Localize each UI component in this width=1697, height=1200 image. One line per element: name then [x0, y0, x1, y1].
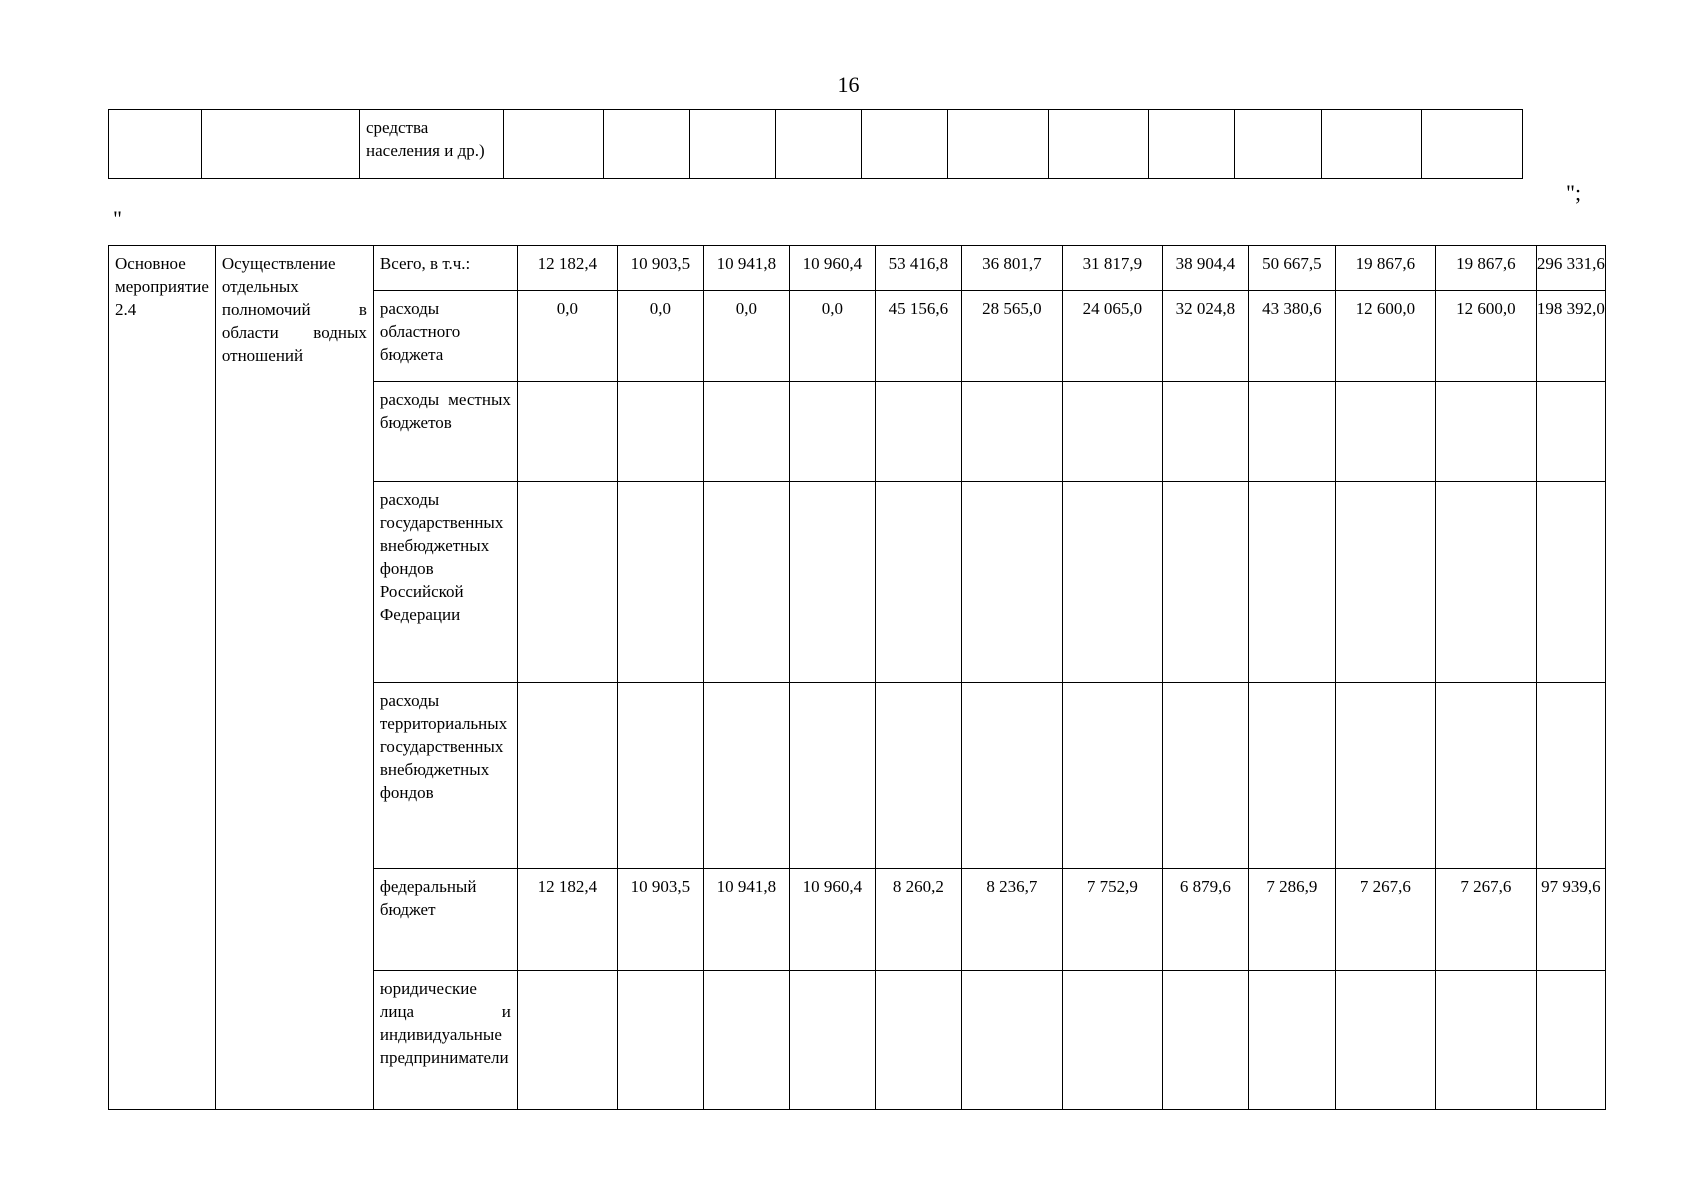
- value-cell: 10 960,4: [789, 246, 875, 291]
- value-cell: [1248, 971, 1335, 1110]
- opening-quote: ": [113, 206, 122, 231]
- value-cell: [1536, 382, 1605, 482]
- value-cell: [789, 971, 875, 1110]
- value-cell: [1248, 482, 1335, 683]
- value-cell: [1435, 971, 1536, 1110]
- value-cell: [789, 482, 875, 683]
- value-cell: 24 065,0: [1062, 291, 1162, 382]
- value-cell: [1162, 683, 1248, 869]
- value-cell: 8 260,2: [875, 869, 961, 971]
- value-cell: [517, 683, 617, 869]
- value-cell: 12 182,4: [517, 246, 617, 291]
- top-table-fragment: [108, 109, 1523, 179]
- value-cell: 7 752,9: [1062, 869, 1162, 971]
- empty-cell: [202, 110, 360, 179]
- value-cell: [875, 683, 961, 869]
- row-label: расходы областного бюджета: [373, 291, 517, 382]
- value-cell: 31 817,9: [1062, 246, 1162, 291]
- value-cell: [1162, 382, 1248, 482]
- value-cell: [1435, 683, 1536, 869]
- value-cell: 296 331,6: [1536, 246, 1605, 291]
- activity-code-cell: Основное мероприятие 2.4: [109, 246, 216, 1110]
- value-cell: [1335, 683, 1435, 869]
- value-cell: [617, 971, 703, 1110]
- value-cell: [1062, 683, 1162, 869]
- value-cell: 12 182,4: [517, 869, 617, 971]
- value-cell: 12 600,0: [1335, 291, 1435, 382]
- value-cell: 19 867,6: [1435, 246, 1536, 291]
- value-cell: [961, 971, 1062, 1110]
- value-cell: [1062, 482, 1162, 683]
- activity-name-cell: Осуществление отдельных полномочий в области водных отношений: [215, 246, 373, 1110]
- value-cell: 10 941,8: [703, 869, 789, 971]
- value-cell: 53 416,8: [875, 246, 961, 291]
- value-cell: [1435, 382, 1536, 482]
- value-cell: [875, 971, 961, 1110]
- value-cell: [1248, 683, 1335, 869]
- value-cell: [617, 382, 703, 482]
- value-cell: 32 024,8: [1162, 291, 1248, 382]
- value-cell: [1536, 482, 1605, 683]
- value-cell: 28 565,0: [961, 291, 1062, 382]
- row-label: федеральный бюджет: [373, 869, 517, 971]
- closing-quote: ";: [1566, 180, 1582, 205]
- value-cell: 10 960,4: [789, 869, 875, 971]
- row-label: расходы государственных внебюджетных фондов Российской Федерации: [373, 482, 517, 683]
- value-cell: [789, 382, 875, 482]
- value-cell: 0,0: [617, 291, 703, 382]
- value-cell: 10 903,5: [617, 246, 703, 291]
- value-cell: 0,0: [703, 291, 789, 382]
- row-label: расходы территориальных государственных внебюджетных фондов: [373, 683, 517, 869]
- row-label: расходы местных бюджетов: [373, 382, 517, 482]
- value-cell: 198 392,0: [1536, 291, 1605, 382]
- value-cell: [703, 971, 789, 1110]
- value-cell: 7 267,6: [1435, 869, 1536, 971]
- value-cell: [1536, 971, 1605, 1110]
- value-cell: 12 600,0: [1435, 291, 1536, 382]
- value-cell: [961, 683, 1062, 869]
- value-cell: 10 941,8: [703, 246, 789, 291]
- value-cell: [1248, 382, 1335, 482]
- value-cell: [517, 971, 617, 1110]
- value-cell: 0,0: [789, 291, 875, 382]
- value-cell: 36 801,7: [961, 246, 1062, 291]
- value-cell: [875, 482, 961, 683]
- value-cell: [517, 482, 617, 683]
- value-cell: [961, 382, 1062, 482]
- value-cell: 8 236,7: [961, 869, 1062, 971]
- value-cell: 7 286,9: [1248, 869, 1335, 971]
- page-number: 16: [837, 72, 860, 97]
- value-cell: 50 667,5: [1248, 246, 1335, 291]
- value-cell: [1536, 683, 1605, 869]
- row-label: Всего, в т.ч.:: [373, 246, 517, 291]
- value-cell: [1062, 971, 1162, 1110]
- value-cell: [1162, 971, 1248, 1110]
- value-cell: [1335, 382, 1435, 482]
- value-cell: 6 879,6: [1162, 869, 1248, 971]
- value-cell: [1062, 382, 1162, 482]
- value-cell: [1335, 971, 1435, 1110]
- empty-cell: [109, 110, 202, 179]
- value-cell: 38 904,4: [1162, 246, 1248, 291]
- row-label: средства населения и др.): [360, 110, 504, 179]
- value-cell: 0,0: [517, 291, 617, 382]
- value-cell: 10 903,5: [617, 869, 703, 971]
- value-cell: [703, 382, 789, 482]
- value-cell: 19 867,6: [1335, 246, 1435, 291]
- value-cell: 7 267,6: [1335, 869, 1435, 971]
- value-cell: 45 156,6: [875, 291, 961, 382]
- value-cell: [517, 382, 617, 482]
- value-cell: [875, 382, 961, 482]
- value-cell: [703, 683, 789, 869]
- table-row: [109, 246, 1606, 291]
- value-cell: [789, 683, 875, 869]
- funding-table: [108, 245, 1606, 1110]
- value-cell: 43 380,6: [1248, 291, 1335, 382]
- value-cell: [961, 482, 1062, 683]
- value-cell: [617, 683, 703, 869]
- value-cell: [703, 482, 789, 683]
- value-cell: [1162, 482, 1248, 683]
- value-cell: 97 939,6: [1536, 869, 1605, 971]
- value-cell: [1435, 482, 1536, 683]
- value-cell: [617, 482, 703, 683]
- value-cell: [1335, 482, 1435, 683]
- row-label: юридические лица и индивидуальные предприниматели: [373, 971, 517, 1110]
